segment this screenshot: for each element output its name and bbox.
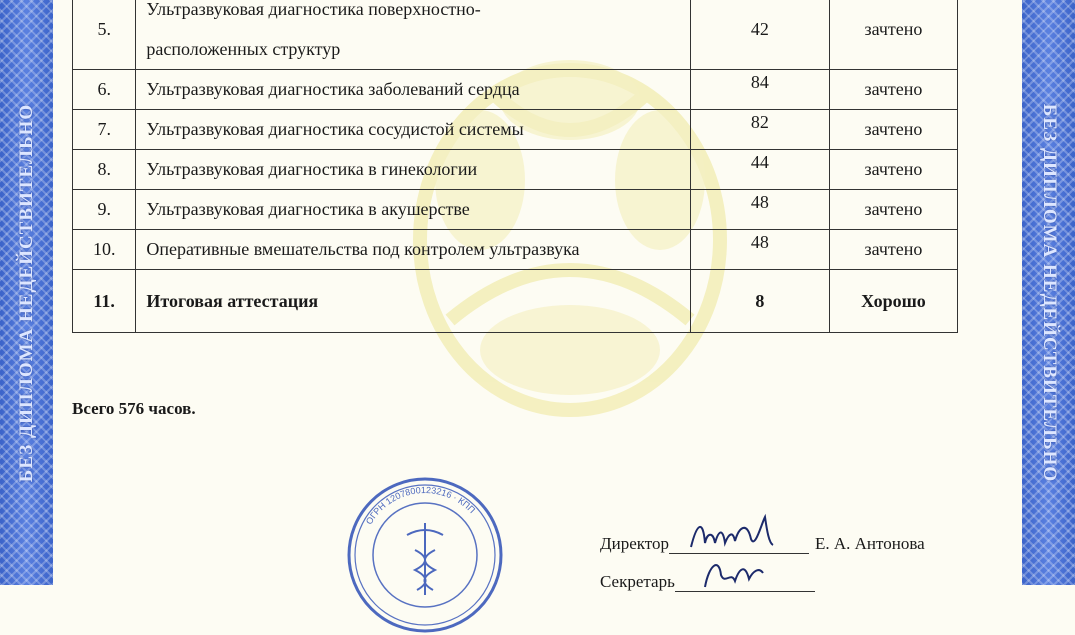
course-hours: 8 (690, 270, 829, 333)
security-border-right (1022, 0, 1075, 585)
row-number: 7. (73, 110, 136, 150)
signature-line (675, 573, 815, 592)
courses-table (72, 0, 958, 333)
course-result: зачтено (829, 230, 957, 270)
course-result: зачтено (829, 150, 957, 190)
row-number: 5. (73, 0, 136, 70)
course-hours: 42 (690, 0, 829, 70)
row-number: 10. (73, 230, 136, 270)
course-name-line2: расположенных структур (146, 39, 341, 59)
secretary-signature (675, 551, 815, 595)
total-hours: Всего 576 часов. (72, 399, 196, 418)
course-name (136, 0, 690, 70)
table-row (73, 150, 958, 190)
table-row (73, 230, 958, 270)
course-name: Ультразвуковая диагностика заболеваний сердца (136, 70, 690, 110)
border-text-right: БЕЗ ДИПЛОМА НЕДЕЙСТВИТЕЛЬНО (1038, 103, 1060, 482)
course-result: зачтено (829, 0, 957, 70)
table-row (73, 110, 958, 150)
table-row (73, 70, 958, 110)
course-name: Оперативные вмешательства под контролем ультразвука (136, 230, 690, 270)
row-number: 8. (73, 150, 136, 190)
row-number: 11. (73, 270, 136, 333)
svg-text:ОГРН 1207800123216 · КПП (364, 485, 477, 526)
course-result: зачтено (829, 70, 957, 110)
director-name: Е. А. Антонова (814, 534, 925, 553)
director-label: Директор (600, 534, 669, 553)
course-hours: 82 (690, 110, 829, 150)
course-name-line1: Ультразвуковая диагностика поверхностно- (146, 0, 481, 19)
course-result: зачтено (829, 190, 957, 230)
table-row (73, 0, 958, 70)
course-result: Хорошо (829, 270, 957, 333)
course-hours: 44 (690, 150, 829, 190)
course-name: Ультразвуковая диагностика сосудистой системы (136, 110, 690, 150)
security-border-left (0, 0, 53, 585)
border-text-left: БЕЗ ДИПЛОМА НЕДЕЙСТВИТЕЛЬНО (15, 103, 37, 482)
course-hours: 48 (690, 230, 829, 270)
secretary-label: Секретарь (600, 572, 675, 591)
official-stamp (345, 475, 505, 635)
row-number: 9. (73, 190, 136, 230)
secretary-signature-row (600, 572, 815, 592)
course-name: Ультразвуковая диагностика в гинекологии (136, 150, 690, 190)
table-row-final (73, 270, 958, 333)
course-name: Ультразвуковая диагностика в акушерстве (136, 190, 690, 230)
row-number: 6. (73, 70, 136, 110)
course-name: Итоговая аттестация (136, 270, 690, 333)
course-hours: 48 (690, 190, 829, 230)
course-result: зачтено (829, 110, 957, 150)
course-hours: 84 (690, 70, 829, 110)
stamp-text: ОГРН 1207800123216 · КПП (363, 484, 478, 527)
table-row (73, 190, 958, 230)
caduceus-icon (407, 523, 443, 595)
